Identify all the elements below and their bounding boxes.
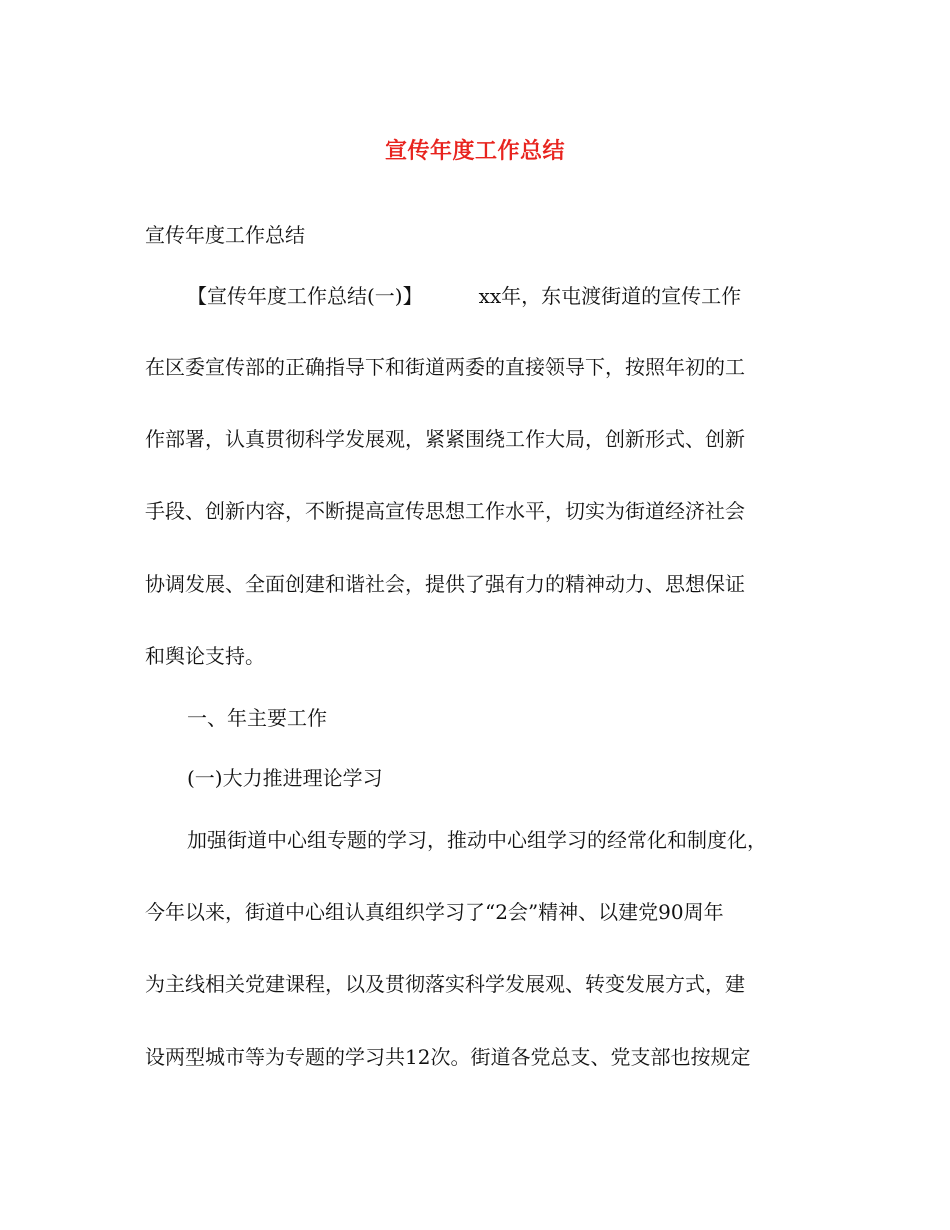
paragraph-line: 在区委宣传部的正确指导下和街道两委的直接领导下，按照年初的工 — [145, 355, 745, 379]
section-heading-line — [187, 282, 741, 310]
heading-main-work: 一、年主要工作 — [187, 706, 327, 730]
paragraph-line: 加强街道中心组专题的学习，推动中心组学习的经常化和制度化， — [187, 828, 767, 852]
paragraph-line: 手段、创新内容，不断提高宣传思想工作水平，切实为街道经济社会 — [145, 499, 745, 523]
paragraph-line: 和舆论支持。 — [145, 644, 265, 668]
paragraph-line: 作部署，认真贯彻科学发展观，紧紧围绕工作大局，创新形式、创新 — [145, 427, 745, 451]
document-title: 宣传年度工作总结 — [384, 139, 565, 164]
paragraph-line: 协调发展、全面创建和谐社会，提供了强有力的精神动力、思想保证 — [145, 572, 745, 596]
section-bracket-title: 【宣传年度工作总结(一)】 — [187, 284, 423, 308]
paragraph-start-text: xx年，东屯渡街道的宣传工作 — [478, 284, 742, 308]
paragraph-line: 今年以来，街道中心组认真组织学习了“2会”精神、以建党90周年 — [145, 900, 724, 924]
subheading-theory-study: (一)大力推进理论学习 — [187, 766, 383, 790]
paragraph-line: 设两型城市等为专题的学习共12次。街道各党总支、党支部也按规定 — [145, 1045, 751, 1069]
subtitle-line: 宣传年度工作总结 — [145, 223, 305, 247]
paragraph-line: 为主线相关党建课程，以及贯彻落实科学发展观、转变发展方式，建 — [145, 972, 745, 996]
